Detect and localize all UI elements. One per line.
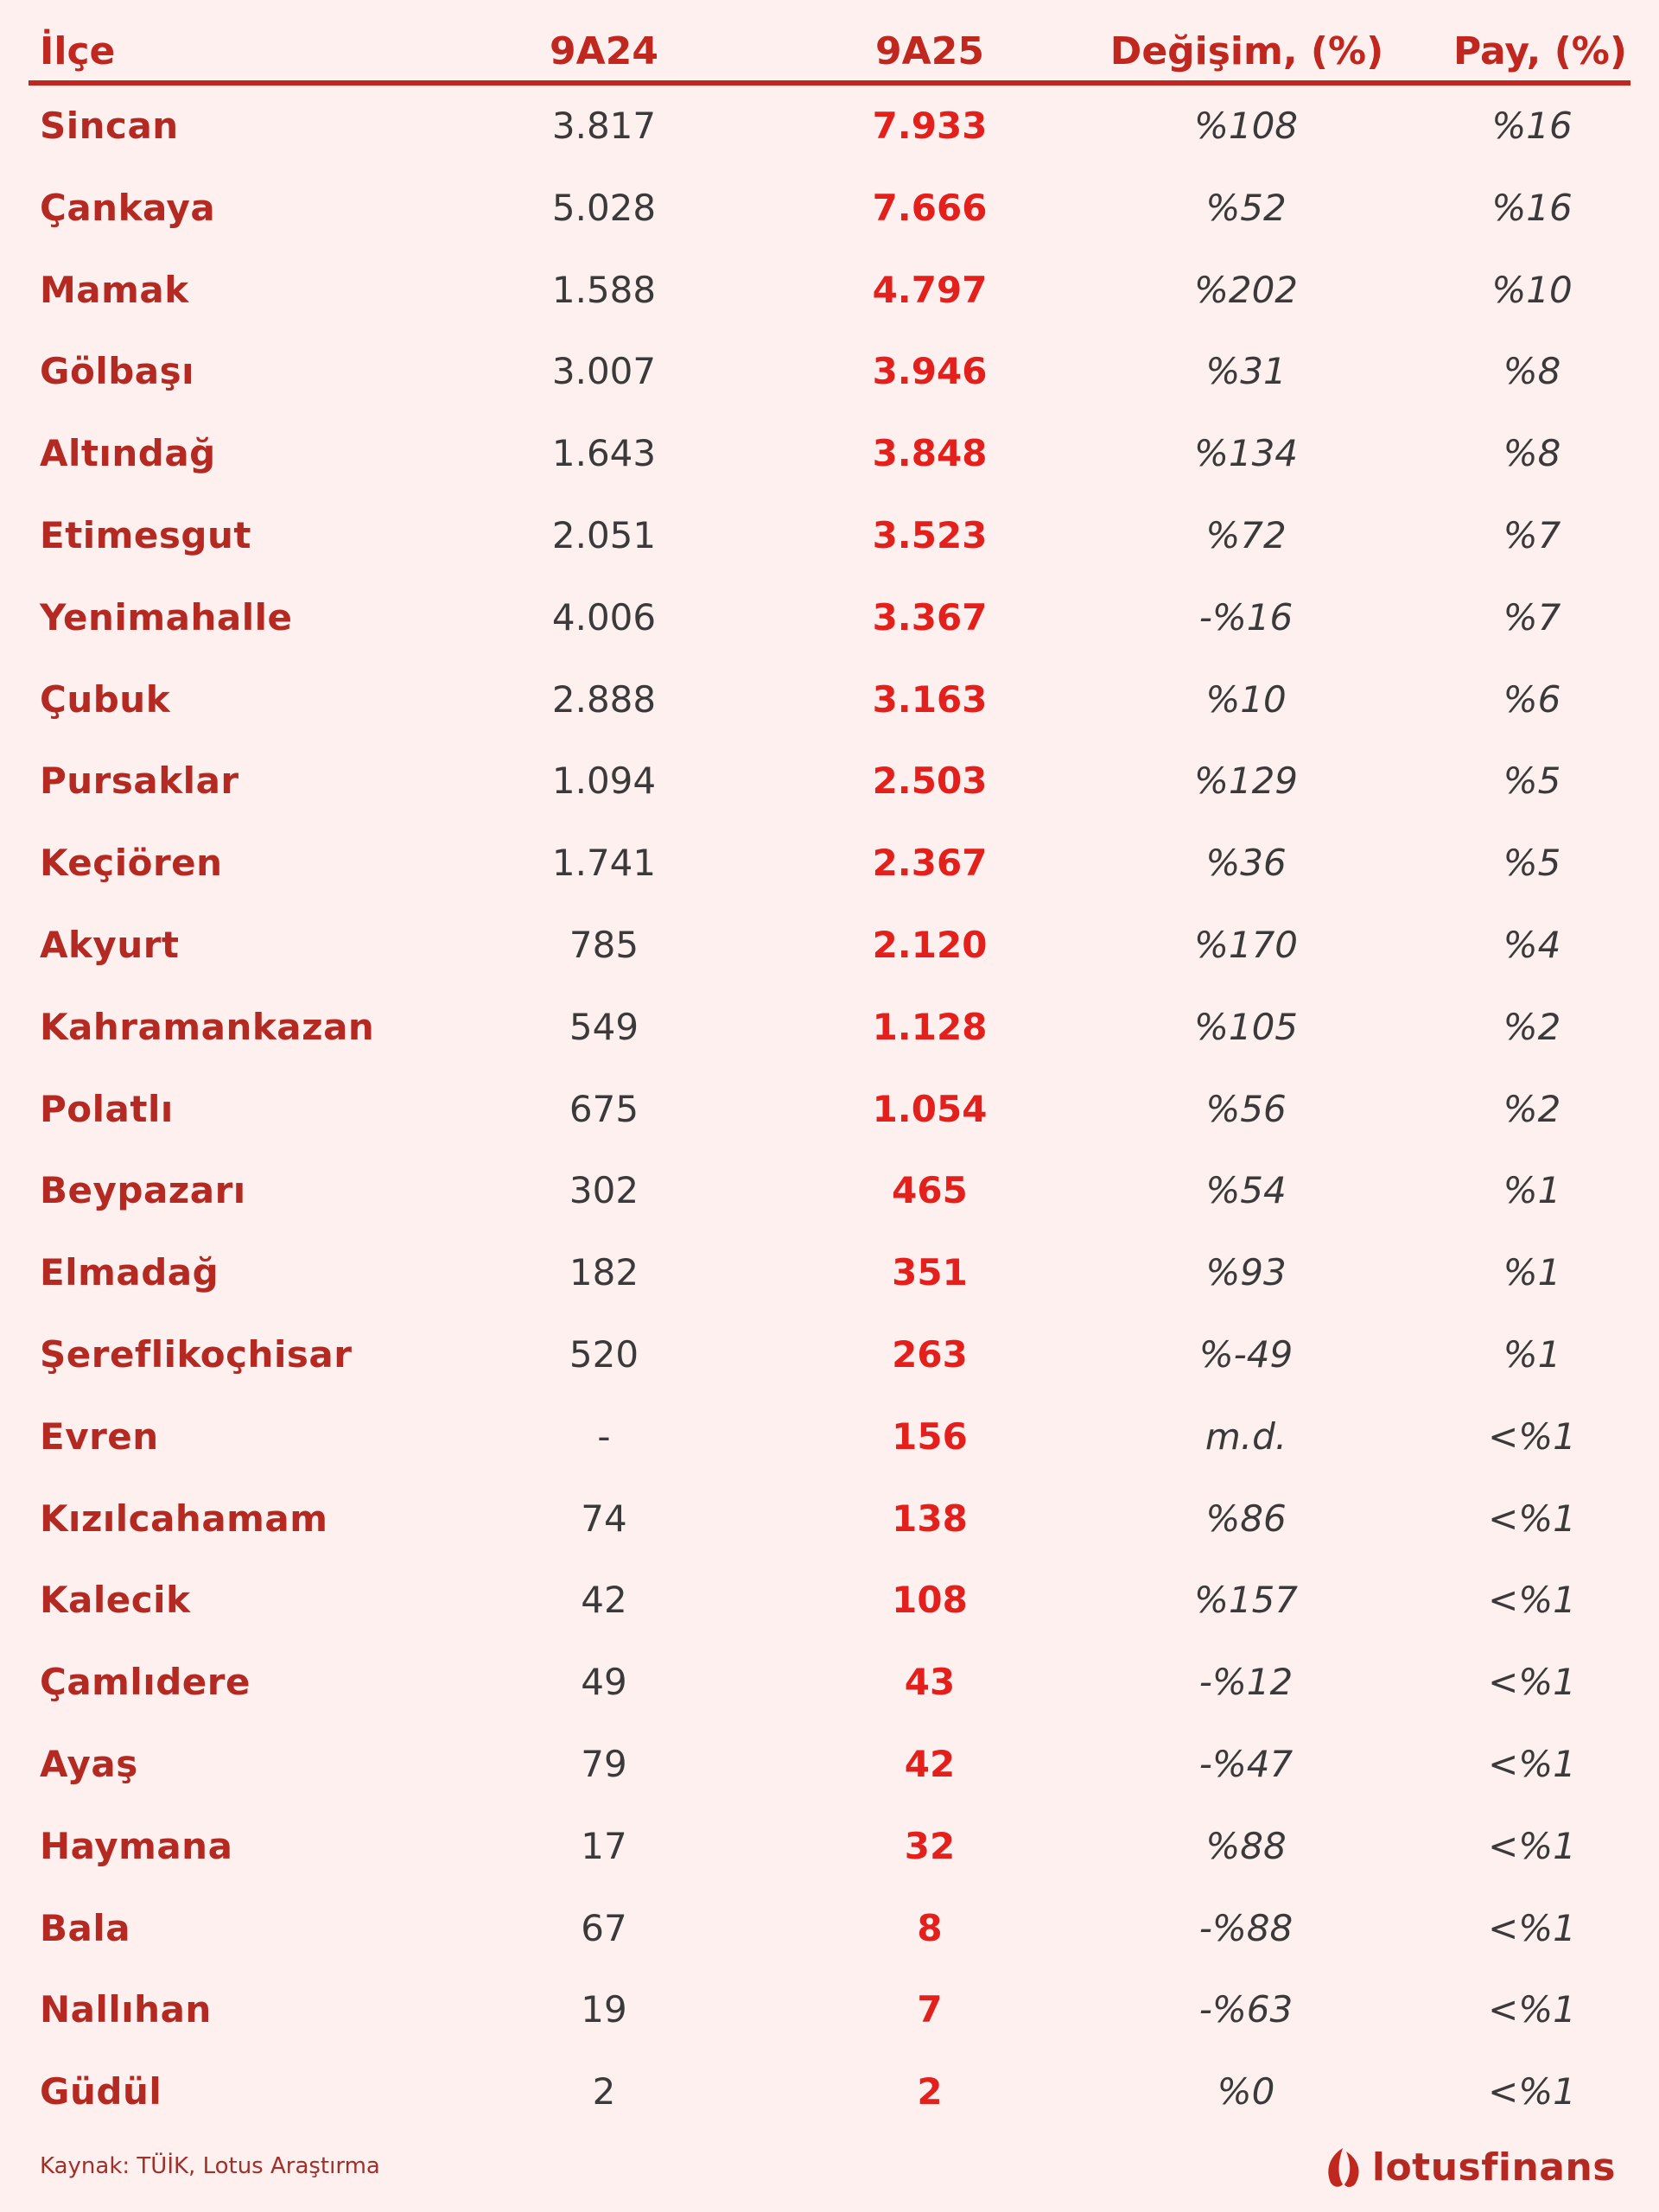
value-9a25: 263 xyxy=(892,1332,968,1376)
value-change: %88 xyxy=(1205,1824,1287,1867)
value-change: %52 xyxy=(1205,186,1287,229)
value-9a24: 49 xyxy=(581,1661,627,1704)
value-change: %105 xyxy=(1193,1005,1299,1048)
value-9a24: 1.643 xyxy=(551,432,657,475)
value-share: <%1 xyxy=(1488,1988,1576,2031)
value-share: %8 xyxy=(1503,350,1561,393)
table-row xyxy=(29,1724,1630,1806)
value-9a25: 8 xyxy=(917,1906,943,1949)
district-name: Elmadağ xyxy=(40,1251,219,1294)
value-change: %93 xyxy=(1205,1251,1287,1294)
district-name: Beypazarı xyxy=(40,1169,246,1212)
district-name: Mamak xyxy=(40,268,189,311)
value-change: %86 xyxy=(1205,1497,1287,1540)
table-row xyxy=(29,905,1630,987)
value-change: %72 xyxy=(1205,513,1287,556)
value-9a24: 520 xyxy=(569,1332,639,1376)
value-9a24: 302 xyxy=(569,1169,639,1212)
value-9a24: 3.817 xyxy=(551,105,657,147)
table-row xyxy=(29,250,1630,332)
district-name: Akyurt xyxy=(40,923,180,966)
value-change: %36 xyxy=(1205,842,1287,885)
table-row xyxy=(29,659,1630,741)
value-9a24: 5.028 xyxy=(551,186,657,229)
value-share: %8 xyxy=(1503,432,1561,475)
value-change: %202 xyxy=(1193,268,1299,311)
header-change: Değişim, (%) xyxy=(1109,29,1384,73)
table-row xyxy=(29,495,1630,577)
table-row xyxy=(29,86,1630,168)
header-share: Pay, (%) xyxy=(1452,29,1627,73)
value-share: <%1 xyxy=(1488,1661,1576,1704)
district-name: Keçiören xyxy=(40,842,223,885)
value-share: %7 xyxy=(1503,513,1561,556)
value-change: %-49 xyxy=(1198,1332,1294,1376)
value-share: <%1 xyxy=(1488,2070,1576,2113)
value-share: <%1 xyxy=(1488,1579,1576,1622)
brand-logo xyxy=(1322,2141,1616,2193)
district-name: Çamlıdere xyxy=(40,1661,251,1704)
value-change: -%63 xyxy=(1198,1988,1294,2031)
table-row xyxy=(29,1806,1630,1888)
table-row xyxy=(29,823,1630,905)
value-share: %4 xyxy=(1503,923,1561,966)
table-row xyxy=(29,1642,1630,1724)
value-9a24: 74 xyxy=(581,1497,627,1540)
value-change: %56 xyxy=(1205,1087,1287,1130)
value-9a24: 1.094 xyxy=(551,760,657,803)
table-row xyxy=(29,741,1630,823)
table-row xyxy=(29,987,1630,1069)
value-9a25: 1.128 xyxy=(872,1005,988,1048)
table-row xyxy=(29,1232,1630,1314)
table-row xyxy=(29,1560,1630,1642)
value-9a25: 7.933 xyxy=(872,105,988,147)
value-share: <%1 xyxy=(1488,1497,1576,1540)
value-9a25: 7.666 xyxy=(872,186,988,229)
value-9a25: 138 xyxy=(892,1497,968,1540)
value-9a25: 2.503 xyxy=(872,760,988,803)
value-9a25: 2.367 xyxy=(872,842,988,885)
value-share: %1 xyxy=(1503,1169,1561,1212)
value-share: %16 xyxy=(1491,105,1573,147)
value-share: %7 xyxy=(1503,595,1561,639)
value-9a25: 108 xyxy=(892,1579,968,1622)
value-change: -%16 xyxy=(1198,595,1294,639)
value-9a25: 42 xyxy=(904,1742,956,1785)
district-name: Kızılcahamam xyxy=(40,1497,328,1540)
value-9a24: 79 xyxy=(581,1742,627,1785)
value-change: -%47 xyxy=(1198,1742,1294,1785)
value-9a25: 4.797 xyxy=(872,268,988,311)
district-name: Evren xyxy=(40,1414,159,1458)
district-name: Haymana xyxy=(40,1824,233,1867)
district-name: Şereflikoçhisar xyxy=(40,1332,353,1376)
value-share: %1 xyxy=(1503,1251,1561,1294)
table-row xyxy=(29,1150,1630,1232)
value-share: <%1 xyxy=(1488,1742,1576,1785)
header-9a25: 9A25 xyxy=(875,29,984,73)
table-row xyxy=(29,1969,1630,2051)
table-row xyxy=(29,331,1630,413)
district-name: Çubuk xyxy=(40,677,171,721)
value-9a24: 2.888 xyxy=(551,677,657,721)
table-row xyxy=(29,577,1630,659)
value-9a24: 785 xyxy=(569,923,639,966)
value-9a25: 3.523 xyxy=(872,513,988,556)
value-share: %5 xyxy=(1503,842,1561,885)
table-body xyxy=(29,86,1630,2133)
value-9a24: 67 xyxy=(581,1906,627,1949)
value-9a25: 3.946 xyxy=(872,350,988,393)
table-row xyxy=(29,168,1630,250)
value-share: %5 xyxy=(1503,760,1561,803)
value-9a24: 2 xyxy=(592,2070,616,2113)
value-share: %2 xyxy=(1503,1005,1561,1048)
district-name: Pursaklar xyxy=(40,760,239,803)
value-9a25: 351 xyxy=(892,1251,968,1294)
value-share: <%1 xyxy=(1488,1414,1576,1458)
value-change: -%88 xyxy=(1198,1906,1294,1949)
district-name: Çankaya xyxy=(40,186,216,229)
value-change: %31 xyxy=(1205,350,1287,393)
brand-name: lotusfinans xyxy=(1371,2145,1616,2190)
data-table xyxy=(29,0,1630,2113)
district-name: Nallıhan xyxy=(40,1988,212,2031)
value-9a24: 19 xyxy=(581,1988,627,2031)
district-name: Bala xyxy=(40,1906,131,1949)
table-row xyxy=(29,1478,1630,1560)
district-name: Kalecik xyxy=(40,1579,191,1622)
value-9a24: 182 xyxy=(569,1251,639,1294)
table-row xyxy=(29,1069,1630,1151)
value-9a24: 17 xyxy=(581,1824,627,1867)
value-9a24: 3.007 xyxy=(551,350,657,393)
value-share: <%1 xyxy=(1488,1824,1576,1867)
header-district: İlçe xyxy=(40,29,116,73)
table-row xyxy=(29,413,1630,495)
lotus-leaf-icon xyxy=(1322,2145,1363,2190)
value-share: %6 xyxy=(1503,677,1561,721)
value-change: %134 xyxy=(1193,432,1299,475)
table-row xyxy=(29,1314,1630,1396)
value-9a24: 549 xyxy=(569,1005,639,1048)
value-change: -%12 xyxy=(1198,1661,1294,1704)
district-name: Polatlı xyxy=(40,1087,174,1130)
value-9a25: 2 xyxy=(917,2070,943,2113)
value-9a24: 1.588 xyxy=(551,268,657,311)
district-name: Güdül xyxy=(40,2070,162,2113)
district-name: Gölbaşı xyxy=(40,350,195,393)
value-change: %170 xyxy=(1193,923,1299,966)
value-9a25: 465 xyxy=(892,1169,968,1212)
value-9a25: 3.848 xyxy=(872,432,988,475)
value-9a25: 3.163 xyxy=(872,677,988,721)
value-change: %157 xyxy=(1193,1579,1299,1622)
district-name: Yenimahalle xyxy=(40,595,293,639)
value-share: %1 xyxy=(1503,1332,1561,1376)
value-change: %54 xyxy=(1205,1169,1287,1212)
value-share: %10 xyxy=(1491,268,1573,311)
value-9a25: 2.120 xyxy=(872,923,988,966)
value-9a25: 3.367 xyxy=(872,595,988,639)
value-9a24: 4.006 xyxy=(551,595,657,639)
value-9a24: 675 xyxy=(569,1087,639,1130)
district-name: Kahramankazan xyxy=(40,1005,375,1048)
value-change: %129 xyxy=(1193,760,1299,803)
value-9a25: 156 xyxy=(892,1414,968,1458)
value-9a25: 1.054 xyxy=(872,1087,988,1130)
table-row xyxy=(29,2051,1630,2133)
value-share: <%1 xyxy=(1488,1906,1576,1949)
value-change: %10 xyxy=(1205,677,1287,721)
header-9a24: 9A24 xyxy=(550,29,658,73)
table-row xyxy=(29,1888,1630,1970)
value-9a24: 2.051 xyxy=(551,513,657,556)
value-share: %2 xyxy=(1503,1087,1561,1130)
district-name: Ayaş xyxy=(40,1742,138,1785)
value-9a24: - xyxy=(597,1414,611,1458)
value-9a24: 42 xyxy=(581,1579,627,1622)
table-row xyxy=(29,1396,1630,1478)
value-change: m.d. xyxy=(1205,1414,1287,1458)
district-name: Altındağ xyxy=(40,432,216,475)
value-9a24: 1.741 xyxy=(551,842,657,885)
value-9a25: 7 xyxy=(917,1988,943,2031)
value-change: %108 xyxy=(1193,105,1299,147)
district-name: Etimesgut xyxy=(40,513,251,556)
value-9a25: 43 xyxy=(904,1661,956,1704)
value-change: %0 xyxy=(1217,2070,1275,2113)
value-share: %16 xyxy=(1491,186,1573,229)
value-9a25: 32 xyxy=(904,1824,956,1867)
table-header xyxy=(29,0,1630,83)
source-note: Kaynak: TÜİK, Lotus Araştırma xyxy=(40,2153,380,2179)
district-name: Sincan xyxy=(40,105,179,147)
